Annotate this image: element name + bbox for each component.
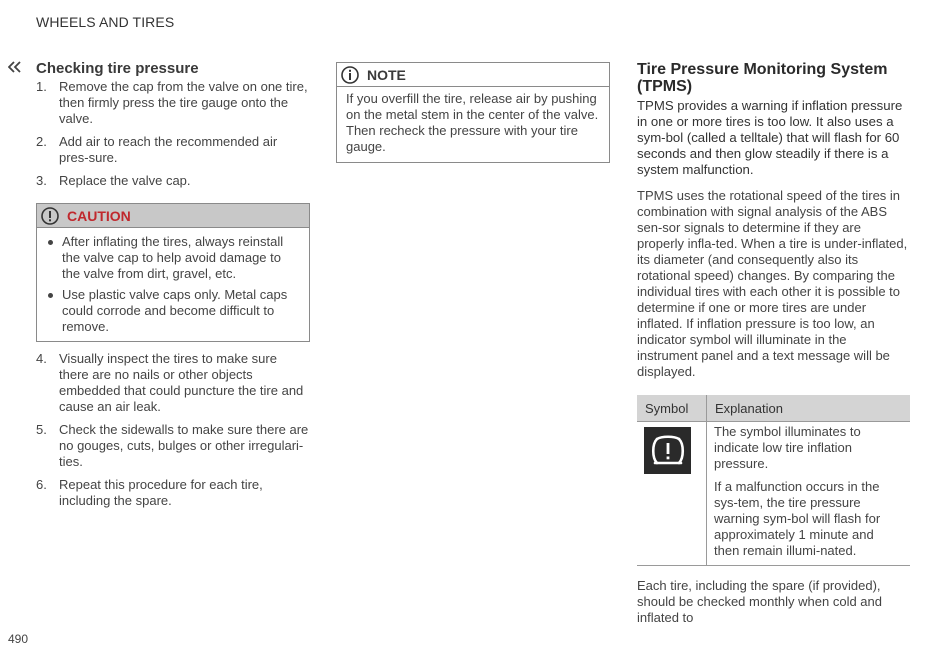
list-item: 6. Repeat this procedure for each tire, including the spare.	[36, 477, 263, 508]
list-item: 4. Visually inspect the tires to make sure there are no nails or other objects embedded that could puncture the tire and cause an air leak.	[36, 351, 304, 414]
footer-paragraph: Each tire, including the spare (if provided), should be checked monthly when cold and inflated to	[637, 578, 882, 625]
steps-list-a	[36, 79, 308, 189]
tpms-body: TPMS uses the rotational speed of the tires in combination with signal analysis of the ABS sen-sor signals to determine if they are properly infla-ted. When a tire is under-inflated, its diameter (and consequently also its rotational speed) changes. By comparing the individual tires with each other it is possible to determine if one or more tires are under inflated. If inflation pressure is too low, an indicator symbol will illuminate in the instrument panel and a text message will be displayed.	[637, 188, 908, 379]
left-column	[36, 60, 308, 196]
explanation-text-1: The symbol illuminates to indicate low tire inflation pressure.	[714, 424, 861, 471]
symbol-cell	[637, 422, 707, 566]
list-item: 3. Replace the valve cap.	[36, 173, 191, 188]
caution-header	[37, 204, 309, 228]
table-row	[637, 422, 910, 566]
caution-box	[36, 203, 310, 342]
list-item: After inflating the tires, always reinstall the valve cap to help avoid damage to the valve from dirt, gravel, etc.	[46, 234, 301, 282]
table-header-explanation: Explanation	[707, 395, 911, 422]
tire-pressure-warning-icon	[644, 427, 691, 474]
note-label: NOTE	[367, 66, 406, 83]
caution-label: CAUTION	[67, 207, 131, 224]
tpms-title: Tire Pressure Monitoring System (TPMS)	[637, 61, 888, 95]
note-header	[337, 63, 609, 87]
symbol-table	[637, 395, 910, 566]
explanation-text-2: If a malfunction occurs in the sys-tem, the tire pressure warning sym-bol will flash for approximately 1 minute and then remain illumi-nated.	[714, 479, 881, 558]
list-item: 1. Remove the cap from the valve on one tire, then firmly press the tire gauge onto the valve.	[36, 79, 308, 126]
explanation-cell	[707, 422, 911, 566]
list-item: Use plastic valve caps only. Metal caps could corrode and become difficult to remove.	[46, 287, 301, 335]
caution-list	[37, 228, 309, 341]
page-number: 490	[8, 632, 29, 646]
exclamation-circle-icon	[41, 207, 59, 225]
tpms-intro: TPMS provides a warning if inflation pressure in one or more tires is too low. It also uses a sym-bol (called a telltale) that will flash for 60 seconds and then glow steadily if there is a system malfunction.	[637, 98, 903, 177]
section-header: WHEELS AND TIRES	[36, 14, 175, 30]
list-item: 5. Check the sidewalls to make sure there are no gouges, cuts, bulges or other irregulari-ties.	[36, 422, 309, 469]
table-header-symbol: Symbol	[637, 395, 707, 422]
note-text: If you overfill the tire, release air by pushing on the metal stem in the center of the valve. Then recheck the pressure with your tire gauge.	[346, 91, 599, 154]
right-column	[637, 61, 910, 626]
steps-list-b	[36, 351, 310, 509]
section-title: Checking tire pressure	[36, 60, 199, 77]
steps-list-b-container	[36, 351, 310, 516]
note-box	[336, 62, 610, 163]
info-circle-icon	[341, 66, 359, 84]
list-item: 2. Add air to reach the recommended air pres-sure.	[36, 134, 278, 165]
double-chevron-left-icon[interactable]	[8, 60, 22, 76]
